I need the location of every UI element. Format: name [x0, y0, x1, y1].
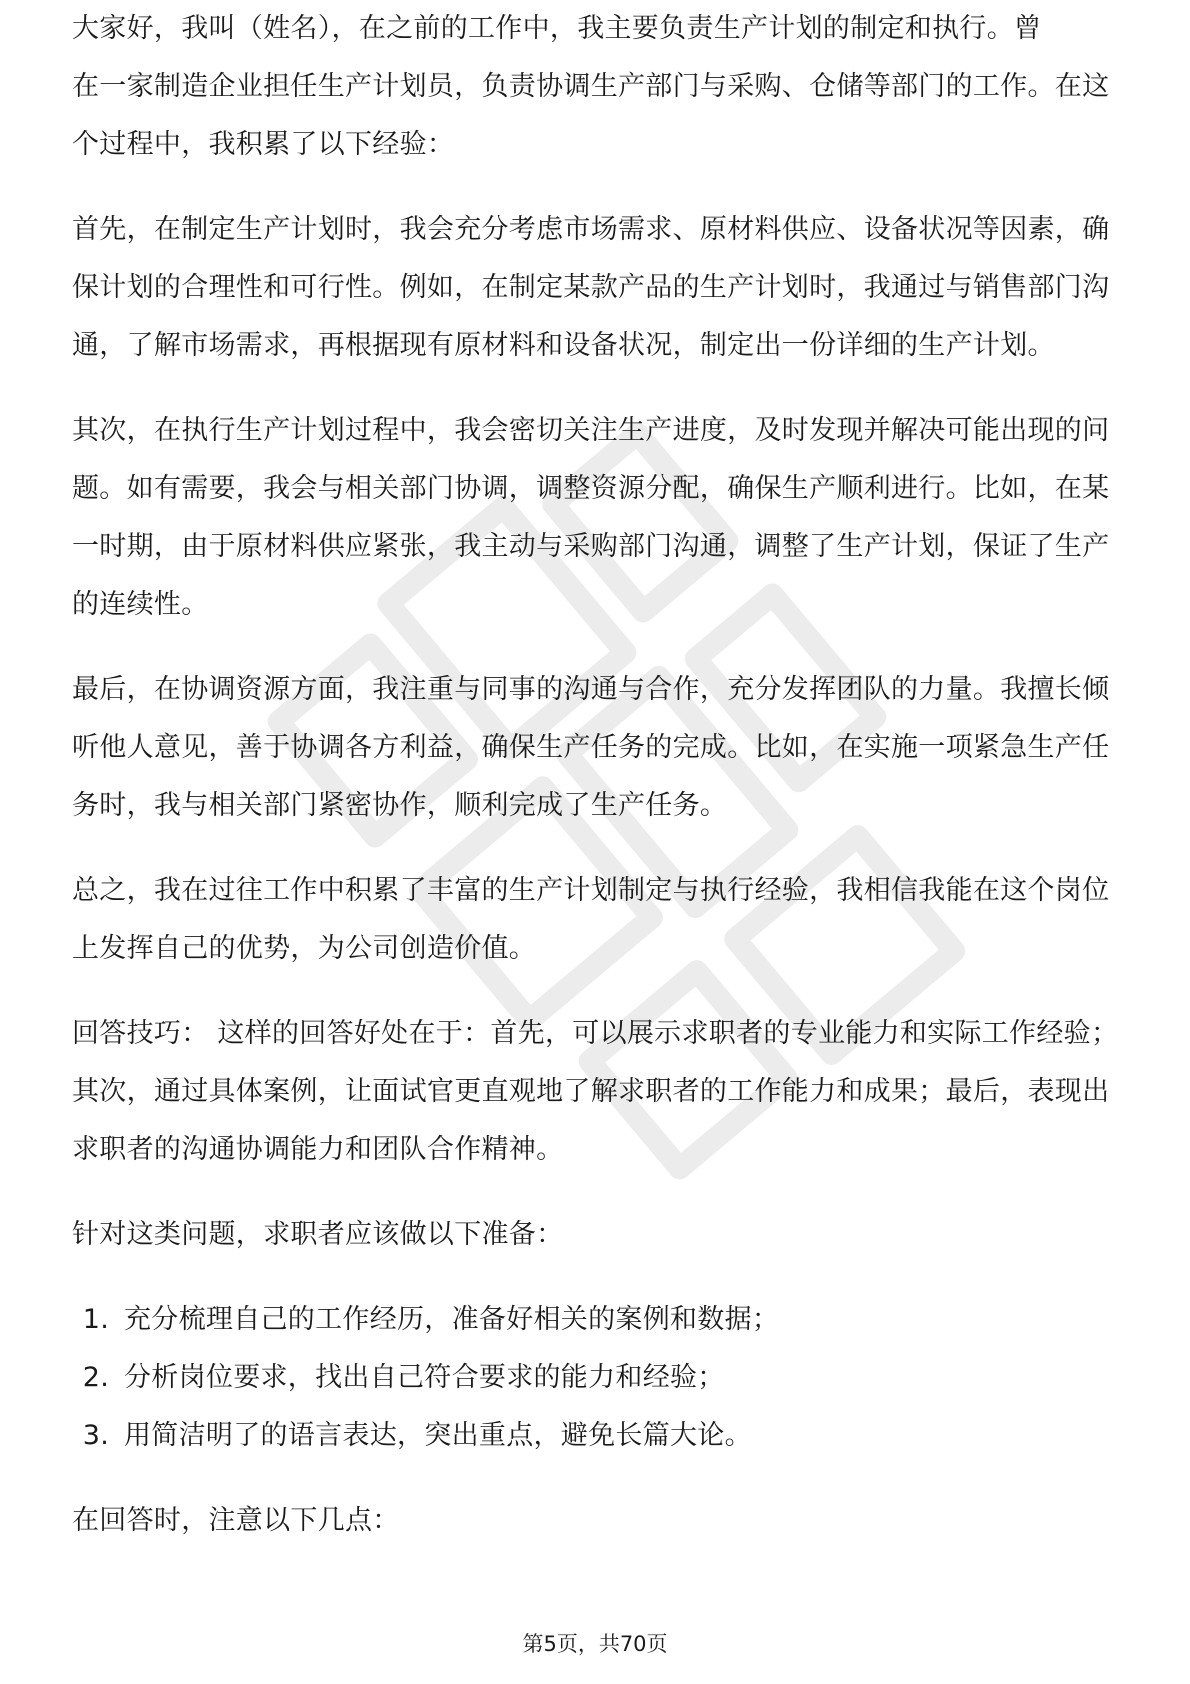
top-line-text: 大家好，我叫（姓名），在之前的工作中，我主要负责生产计划的制定和执行。曾: [72, 13, 1042, 44]
list-item: 3. 用简洁明了的语言表达，突出重点，避免长篇大论。: [118, 1407, 1122, 1465]
intro-paragraph: 在一家制造企业担任生产计划员，负责协调生产部门与采购、仓储等部门的工作。在这个过程中，我积累了以下经验：: [72, 71, 1110, 160]
first-point-paragraph: 首先，在制定生产计划时，我会充分考虑市场需求、原材料供应、设备状况等因素，确保计划的合理性和可行性。例如，在制定某款产品的生产计划时，我通过与销售部门沟通，了解市场需求，再根据现有原材料和设备状况，制定出一份详细的生产计划。: [72, 214, 1110, 361]
page-number: 第5页，共70页: [522, 1632, 668, 1656]
list-item: 2. 分析岗位要求，找出自己符合要求的能力和经验；: [118, 1349, 1122, 1407]
second-point-paragraph: 其次，在执行生产计划过程中，我会密切关注生产进度，及时发现并解决可能出现的问题。如有需要，我会与相关部门协调，调整资源分配，确保生产顺利进行。比如，在某一时期，由于原材料供应紧张，我主动与采购部门沟通，调整了生产计划，保证了生产的连续性。: [72, 415, 1110, 620]
cut-off-top-line: [72, 13, 1122, 58]
closing-paragraph: 在回答时，注意以下几点：: [72, 1505, 400, 1536]
third-point-paragraph: 最后，在协调资源方面，我注重与同事的沟通与合作，充分发挥团队的力量。我擅长倾听他人意见，善于协调各方利益，确保生产任务的完成。比如，在实施一项紧急生产任务时，我与相关部门紧密协作，顺利完成了生产任务。: [72, 674, 1110, 821]
list-item: 1. 充分梳理自己的工作经历，准备好相关的案例和数据；: [118, 1291, 1122, 1349]
document-body: [72, 13, 1122, 1577]
preparation-heading: 针对这类问题，求职者应该做以下准备：: [72, 1219, 564, 1250]
preparation-list: [72, 1291, 1122, 1465]
summary-paragraph: 总之，我在过往工作中积累了丰富的生产计划制定与执行经验，我相信我能在这个岗位上发挥自己的优势，为公司创造价值。: [72, 875, 1110, 964]
tips-paragraph: 回答技巧： 这样的回答好处在于：首先，可以展示求职者的专业能力和实际工作经验；其次，通过具体案例，让面试官更直观地了解求职者的工作能力和成果；最后，表现出求职者的沟通协调能力和团队合作精神。: [72, 1018, 1119, 1165]
